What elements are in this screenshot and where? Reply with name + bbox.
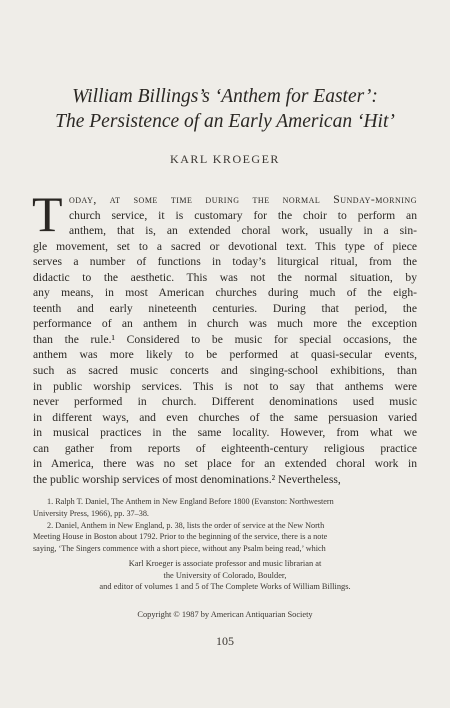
title-line-2: The Persistence of an Early American ‘Hit’ [55, 111, 395, 132]
body-line: such as sacred music concerts and singing-school exhibitions, than [33, 364, 417, 378]
body-line: church service, it is customary for the choir to perform an [69, 208, 417, 222]
body-line: oday, at some time during the normal Sunday-morning [69, 193, 417, 206]
body-line: in America, there was no set place for an extended choral work in [33, 457, 417, 471]
body-line: in different ways, and even churches of the same persuasion varied [33, 410, 417, 424]
body-line: serves a number of functions in today’s liturgical ritual, from the [33, 255, 417, 269]
body-line: the public worship services of most denominations.² Nevertheless, [33, 472, 341, 486]
body-line: never performed in church. Different denominations used music [33, 395, 417, 409]
body-line: anthem, that is, an extended choral work, usually in a sin- [69, 224, 417, 238]
body-line: anthem was more likely to be performed at quasi-secular events, [33, 348, 417, 362]
page-number: 105 [216, 634, 234, 648]
body-line: in musical practices in the same locality. However, from what we [33, 426, 417, 440]
footnote-line: saying, ‘The Singers commence with a short piece, without any Psalm being read,’ which [33, 544, 326, 554]
body-line: any means, in most American churches during much of the eigh- [33, 286, 417, 300]
copyright-notice: Copyright © 1987 by American Antiquarian Society [137, 610, 313, 619]
article-title [20, 84, 430, 134]
bio-line-1: Karl Kroeger is associate professor and music librarian at [128, 559, 322, 568]
body-line: can gather from reports of eighteenth-century religious practice [33, 441, 417, 455]
drop-cap: T [32, 186, 63, 242]
footnote-line: 2. Daniel, Anthem in New England, p. 38, lists the order of service at the New North [47, 520, 325, 530]
bio-line-3: and editor of volumes 1 and 5 of The Complete Works of William Billings. [99, 582, 351, 592]
footnotes [33, 496, 417, 555]
body-text [32, 186, 417, 487]
author-bio [20, 558, 430, 593]
body-line: than the rule.¹ Considered to be music for special occasions, the [33, 332, 417, 346]
footnote-line: University Press, 1966), pp. 37–38. [33, 508, 149, 518]
body-line: teenth and early nineteenth centuries. During that period, the [33, 301, 417, 315]
title-line-1: William Billings’s ‘Anthem for Easter’: [72, 86, 378, 107]
author-name: KARL KROEGER [170, 152, 280, 166]
footnote-line: 1. Ralph T. Daniel, The Anthem in New England Before 1800 (Evanston: Northwestern [47, 497, 334, 506]
body-line: gle movement, set to a sacred or devotional text. This type of piece [33, 239, 417, 253]
body-line: performance of an anthem in church was much more the exception [33, 317, 417, 331]
bio-line-2: the University of Colorado, Boulder, [163, 570, 287, 580]
body-line: in public worship services. This is not to say that anthems were [33, 379, 417, 393]
footnote-line: Meeting House in Boston about 1792. Prior to the beginning of the service, there is a note [33, 532, 328, 542]
body-line: didactic to the aesthetic. This was not the normal situation, by [33, 270, 417, 284]
